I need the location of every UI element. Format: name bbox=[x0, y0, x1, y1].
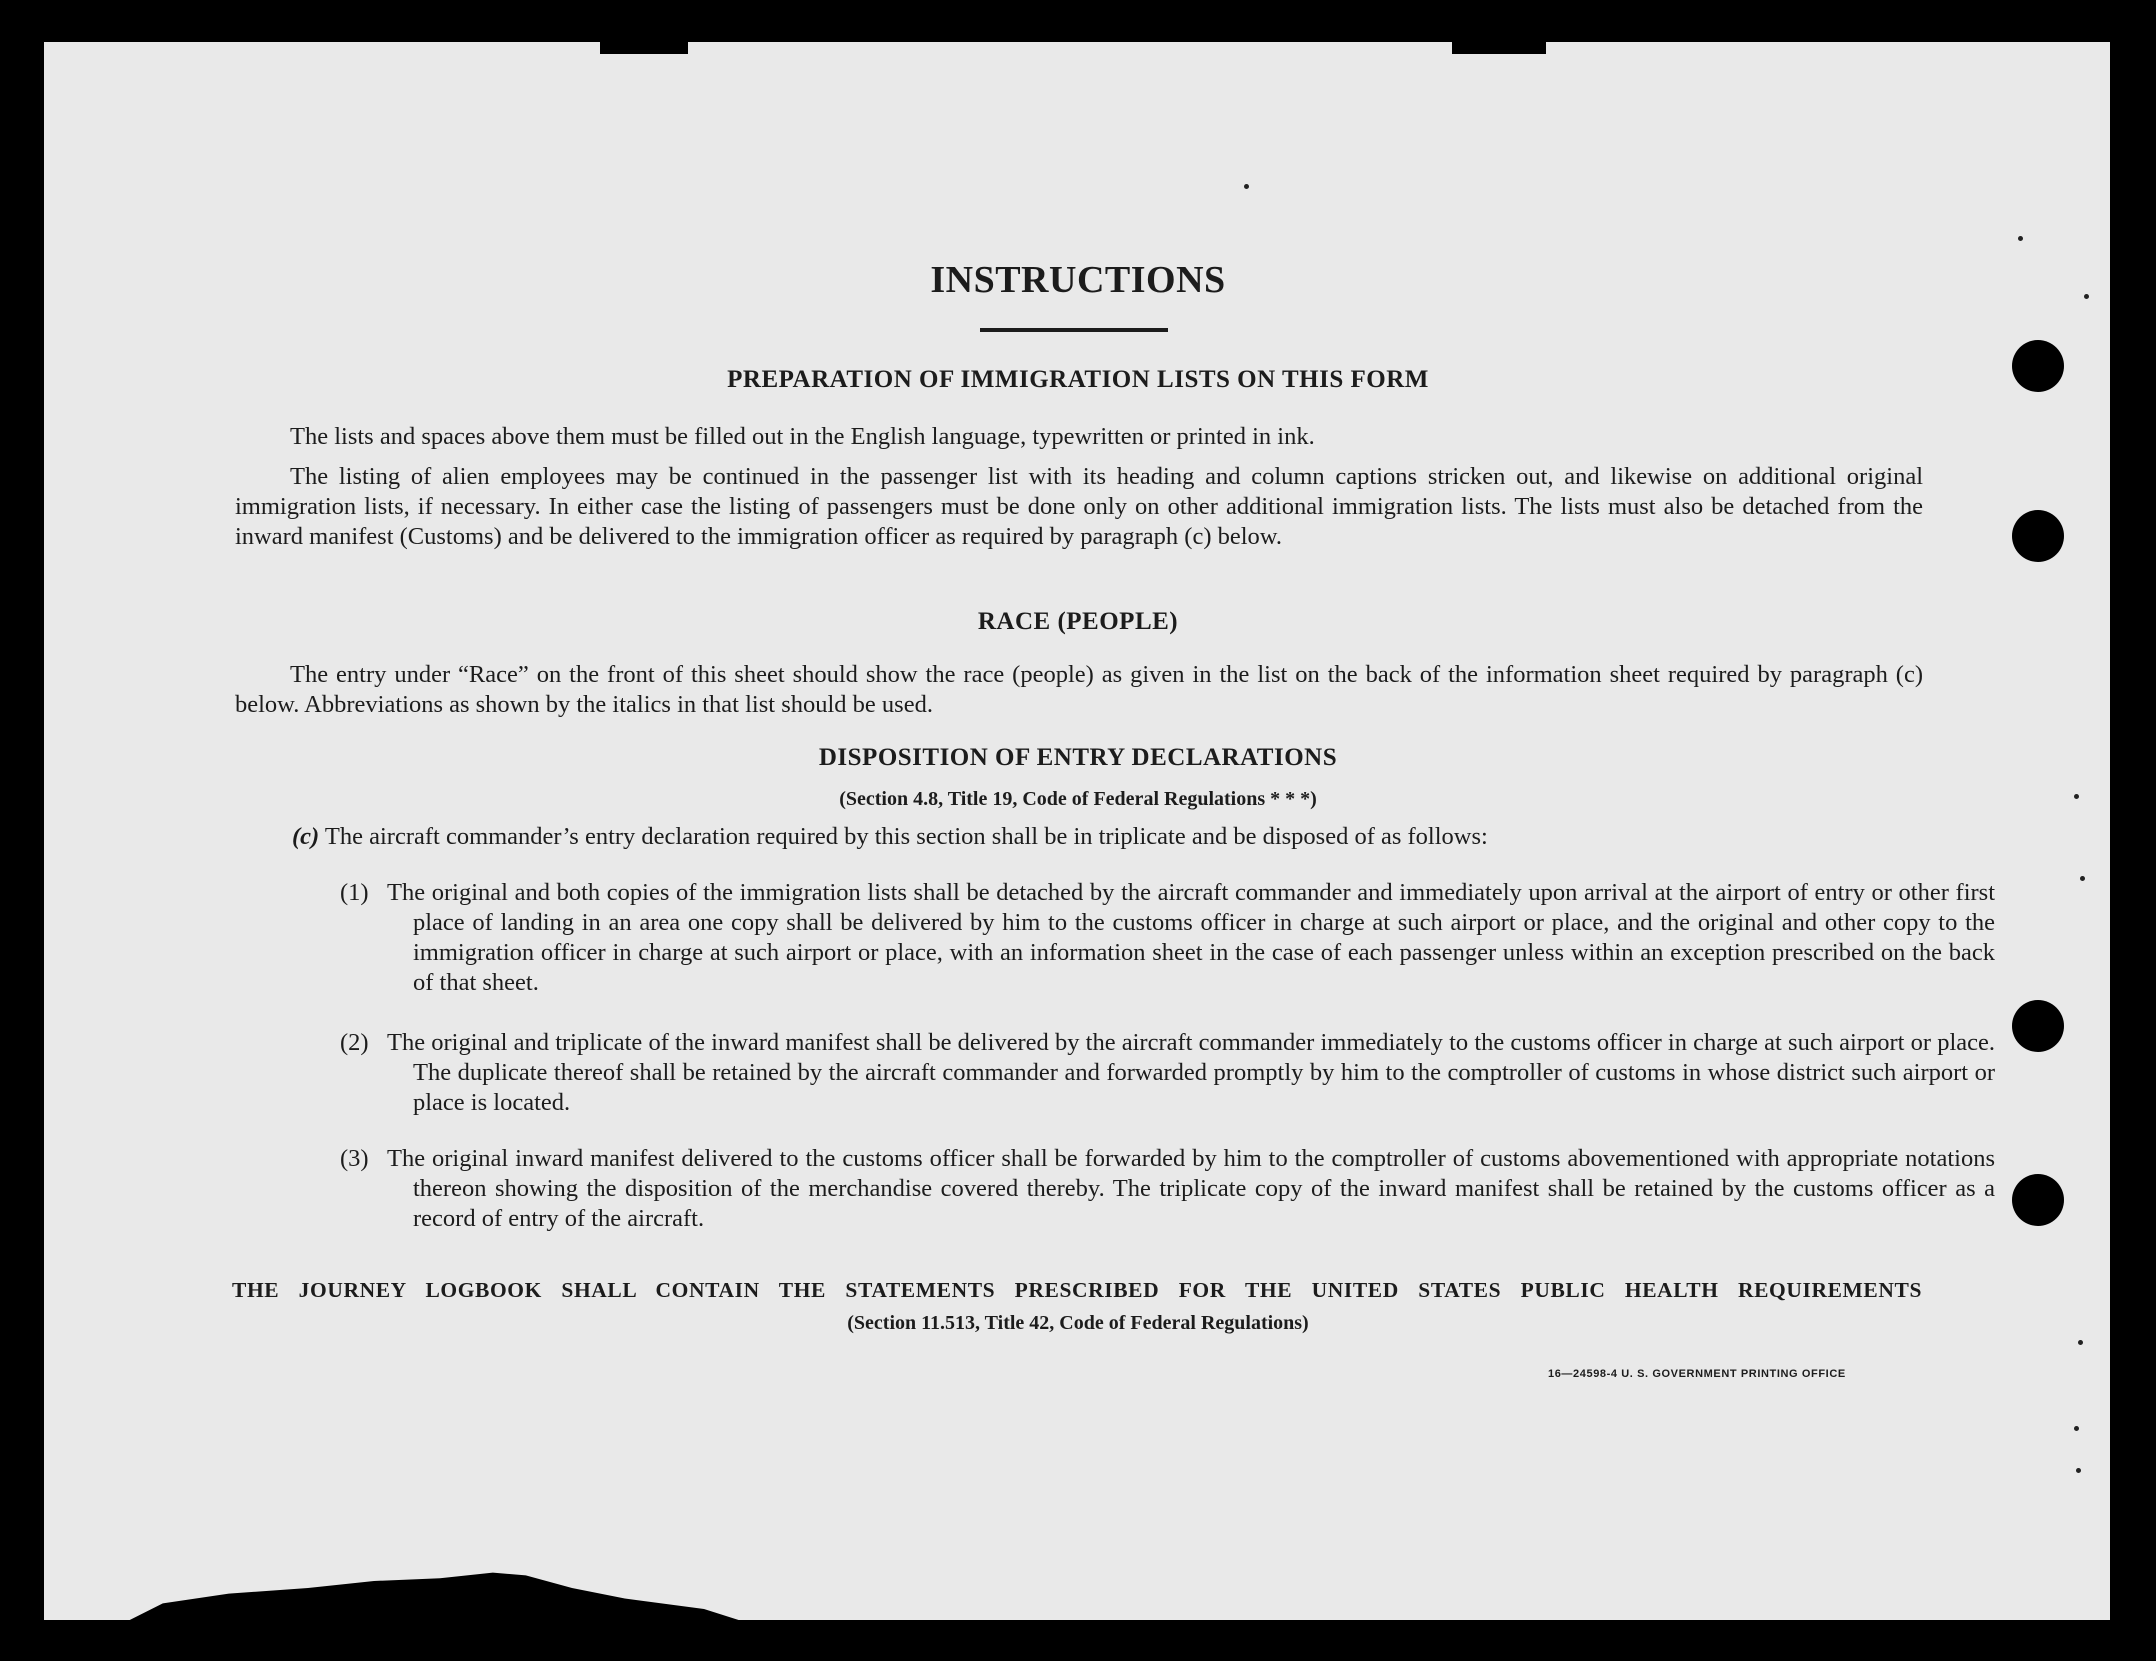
disposition-item-3 bbox=[340, 1144, 1995, 1234]
item-number: (3) bbox=[340, 1145, 369, 1172]
item-text: The original inward manifest delivered to the customs officer shall be forwarded by him to the comptroller of customs abovementioned with appropriate notations thereon showing the disposition of the merchandise covered thereby. The triplicate copy of the inward manifest shall be retained by the customs officer as a record of entry of the aircraft. bbox=[387, 1145, 1995, 1232]
item-text: The original and triplicate of the inward manifest shall be delivered by the aircraft commander immediately to the customs officer in charge at such airport or place. The duplicate thereof shall be retained by the aircraft commander and forwarded promptly by him to the comptroller of customs in whose district such airport or place is located. bbox=[387, 1029, 1995, 1116]
printing-office-imprint: 16—24598-4 U. S. GOVERNMENT PRINTING OFFICE bbox=[1548, 1368, 1846, 1380]
disposition-citation: (Section 4.8, Title 19, Code of Federal Regulations * * *) bbox=[839, 788, 1317, 810]
preparation-paragraph-1: The lists and spaces above them must be filled out in the English language, typewritten or printed in ink. bbox=[290, 423, 1315, 450]
title-underline bbox=[980, 328, 1168, 332]
preparation-paragraph-2: The listing of alien employees may be continued in the passenger list with its heading and column captions stricken out, and likewise on additional original immigration lists, if necessary. In either case the listing of passengers must be done only on other additional immigration lists. The lists must also be detached from the inward manifest (Customs) and be delivered to the immigration officer as required by paragraph (c) below. bbox=[235, 463, 1923, 550]
race-paragraph: The entry under “Race” on the front of this sheet should show the race (people) as given in the list on the back of the information sheet required by paragraph (c) below. Abbreviations as shown by the italics in that list should be used. bbox=[235, 661, 1923, 718]
disposition-heading: DISPOSITION OF ENTRY DECLARATIONS bbox=[818, 744, 1338, 771]
item-number: (1) bbox=[340, 879, 369, 906]
disposition-intro bbox=[292, 822, 1922, 852]
logbook-citation: (Section 11.513, Title 42, Code of Federal Regulations) bbox=[847, 1312, 1309, 1334]
intro-text: The aircraft commander’s entry declaration required by this section shall be in triplicate and be disposed of as follows: bbox=[324, 823, 1488, 850]
item-number: (2) bbox=[340, 1029, 369, 1056]
race-heading: RACE (PEOPLE) bbox=[977, 608, 1179, 635]
document-title: INSTRUCTIONS bbox=[930, 259, 1226, 301]
intro-label: (c) bbox=[292, 823, 320, 850]
preparation-heading: PREPARATION OF IMMIGRATION LISTS ON THIS FORM bbox=[727, 366, 1429, 393]
disposition-item-2 bbox=[340, 1028, 1995, 1118]
logbook-heading: THE JOURNEY LOGBOOK SHALL CONTAIN THE STATEMENTS PRESCRIBED FOR THE UNITED STATES PUBLIC HEALTH REQUIREMENTS bbox=[232, 1278, 1922, 1302]
item-text: The original and both copies of the immigration lists shall be detached by the aircraft commander and immediately upon arrival at the airport of entry or other first place of landing in an area one copy shall be delivered by him to the customs officer in charge at such airport or place, and the original and other copy to the immigration officer in charge at such airport or place, with an information sheet in the case of each passenger unless within an exception prescribed on the back of that sheet. bbox=[387, 879, 1995, 996]
disposition-item-1 bbox=[340, 878, 1995, 998]
